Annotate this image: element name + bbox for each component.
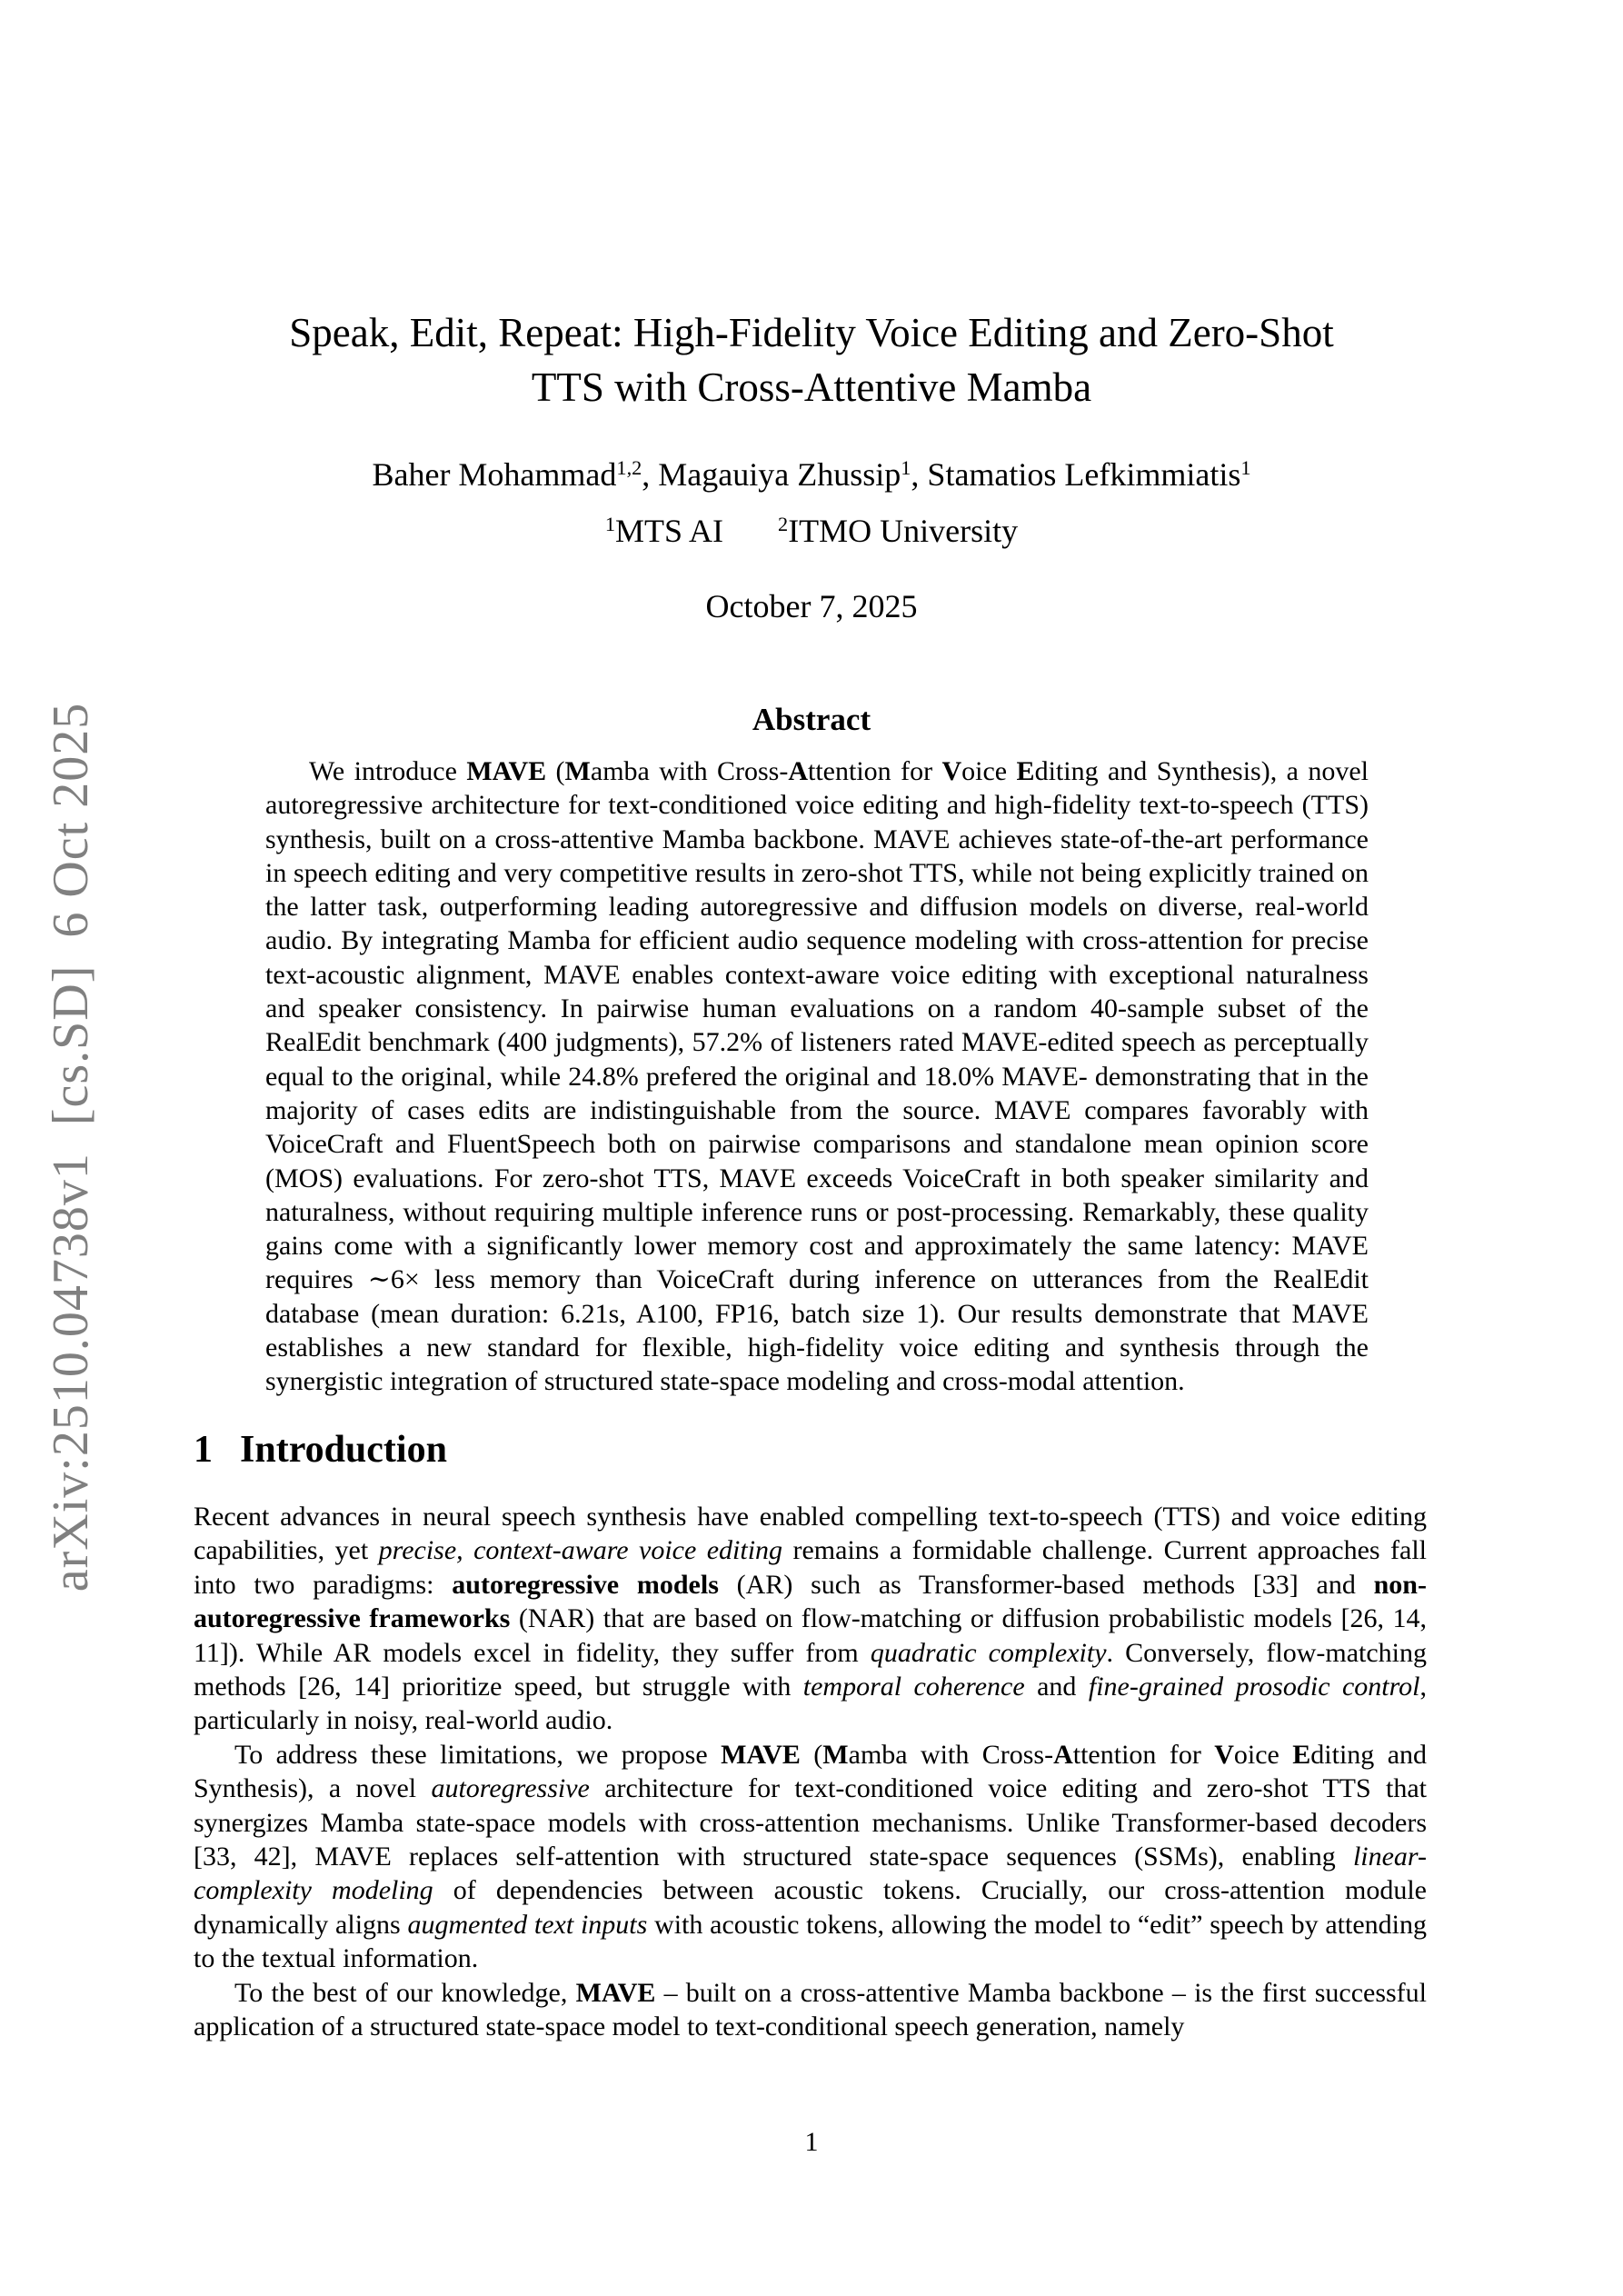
section-heading-introduction (194, 1429, 447, 1471)
paper-title-line-1: Speak, Edit, Repeat: High-Fidelity Voice Editing and Zero-Shot (289, 310, 1334, 355)
arxiv-watermark: arXiv:2510.04738v1 [cs.SD] 6 Oct 2025 (43, 702, 99, 1592)
intro-paragraph-3: To the best of our knowledge, MAVE – built on a cross-attentive Mamba backbone – is the first successful application of a structured state-space model to text-conditional speech generation, namely (194, 1977, 1427, 2042)
page-number: 1 (804, 2127, 819, 2157)
intro-paragraph-2: To address these limitations, we propose MAVE (Mamba with Cross-Attention for Voice Editing and Synthesis), a novel autoregressive architecture for text-conditioned voice editing and zero-shot TTS that synergizes Mamba state-space models with cross-attention mechanisms. Unlike Transformer-based decoders [33, 42], MAVE replaces self-attention with structured state-space sequences (SSMs), enabling linear-complexity modeling of dependencies between acoustic tokens. Crucially, our cross-attention module dynamically aligns augmented text inputs with acoustic tokens, allowing the model to “edit” speech by attending to the textual information. (194, 1739, 1428, 1974)
affiliations-line: $^1$MTS AI $^2$ITMO University (604, 512, 1019, 549)
abstract-text: We introduce MAVE (Mamba with Cross-Attention for Voice Editing and Synthesis), a novel autoregressive architecture for text-conditioned voice editing and high-fidelity text-to-speech (TTS) synthesis, built on a cross-attentive Mamba backbone. MAVE achieves state-of-the-art performance in speech editing and very competitive results in zero-shot TTS, while not being explicitly trained on the latter task, outperforming leading autoregressive and diffusion models on diverse, real-world audio. By integrating Mamba for efficient audio sequence modeling with cross-attention for precise text-acoustic alignment, MAVE enables context-aware voice editing with exceptional naturalness and speaker consistency. In pairwise human evaluations on a random 40-sample subset of the RealEdit benchmark (400 judgments), 57.2% of listeners rated MAVE-edited speech as perceptually equal to the original, while 24.8% prefered the original and 18.0% MAVE- demonstrating that in the majority of cases edits are indistinguishable from the source. MAVE compares favorably with VoiceCraft and FluentSpeech both on pairwise comparisons and standalone mean opinion score (MOS) evaluations. For zero-shot TTS, MAVE exceeds VoiceCraft in both speaker similarity and naturalness, without requiring multiple inference runs or post-processing. Remarkably, these quality gains come with a significantly lower memory cost and approximately the same latency: MAVE requires ∼6× less memory than VoiceCraft during inference on utterances from the RealEdit database (mean duration: 6.21s, A100, FP16, batch size 1). Our results demonstrate that MAVE establishes a new standard for flexible, high-fidelity voice editing and synthesis through the synergistic integration of structured state-space modeling and cross-modal attention. (265, 756, 1369, 1397)
paper-date: October 7, 2025 (705, 588, 918, 624)
introduction-body (194, 1500, 1427, 2044)
title-block (0, 305, 1623, 414)
section-number: 1 (194, 1429, 213, 1471)
section-title: Introduction (240, 1429, 447, 1471)
abstract-heading: Abstract (752, 702, 871, 737)
intro-paragraph-1: Recent advances in neural speech synthesis have enabled compelling text-to-speech (TTS) and voice editing capabilities, yet precise, context-aware voice editing remains a formidable challenge. Current approaches fall into two paradigms: autoregressive models (AR) such as Transformer-based methods [33] and non-autoregressive frameworks (NAR) that are based on flow-matching or diffusion probabilistic models [26, 14, 11]). While AR models excel in fidelity, they suffer from quadratic complexity. Conversely, flow-matching methods [26, 14] prioritize speed, but struggle with temporal coherence and fine-grained prosodic control, particularly in noisy, real-world audio. (194, 1502, 1428, 1736)
paper-title-line-2: TTS with Cross-Attentive Mamba (531, 364, 1092, 410)
authors-line: Baher Mohammad$^{1,2}$, Magauiya Zhussip$^1$, Stamatios Lefkimmiatis$^1$ (372, 455, 1251, 493)
